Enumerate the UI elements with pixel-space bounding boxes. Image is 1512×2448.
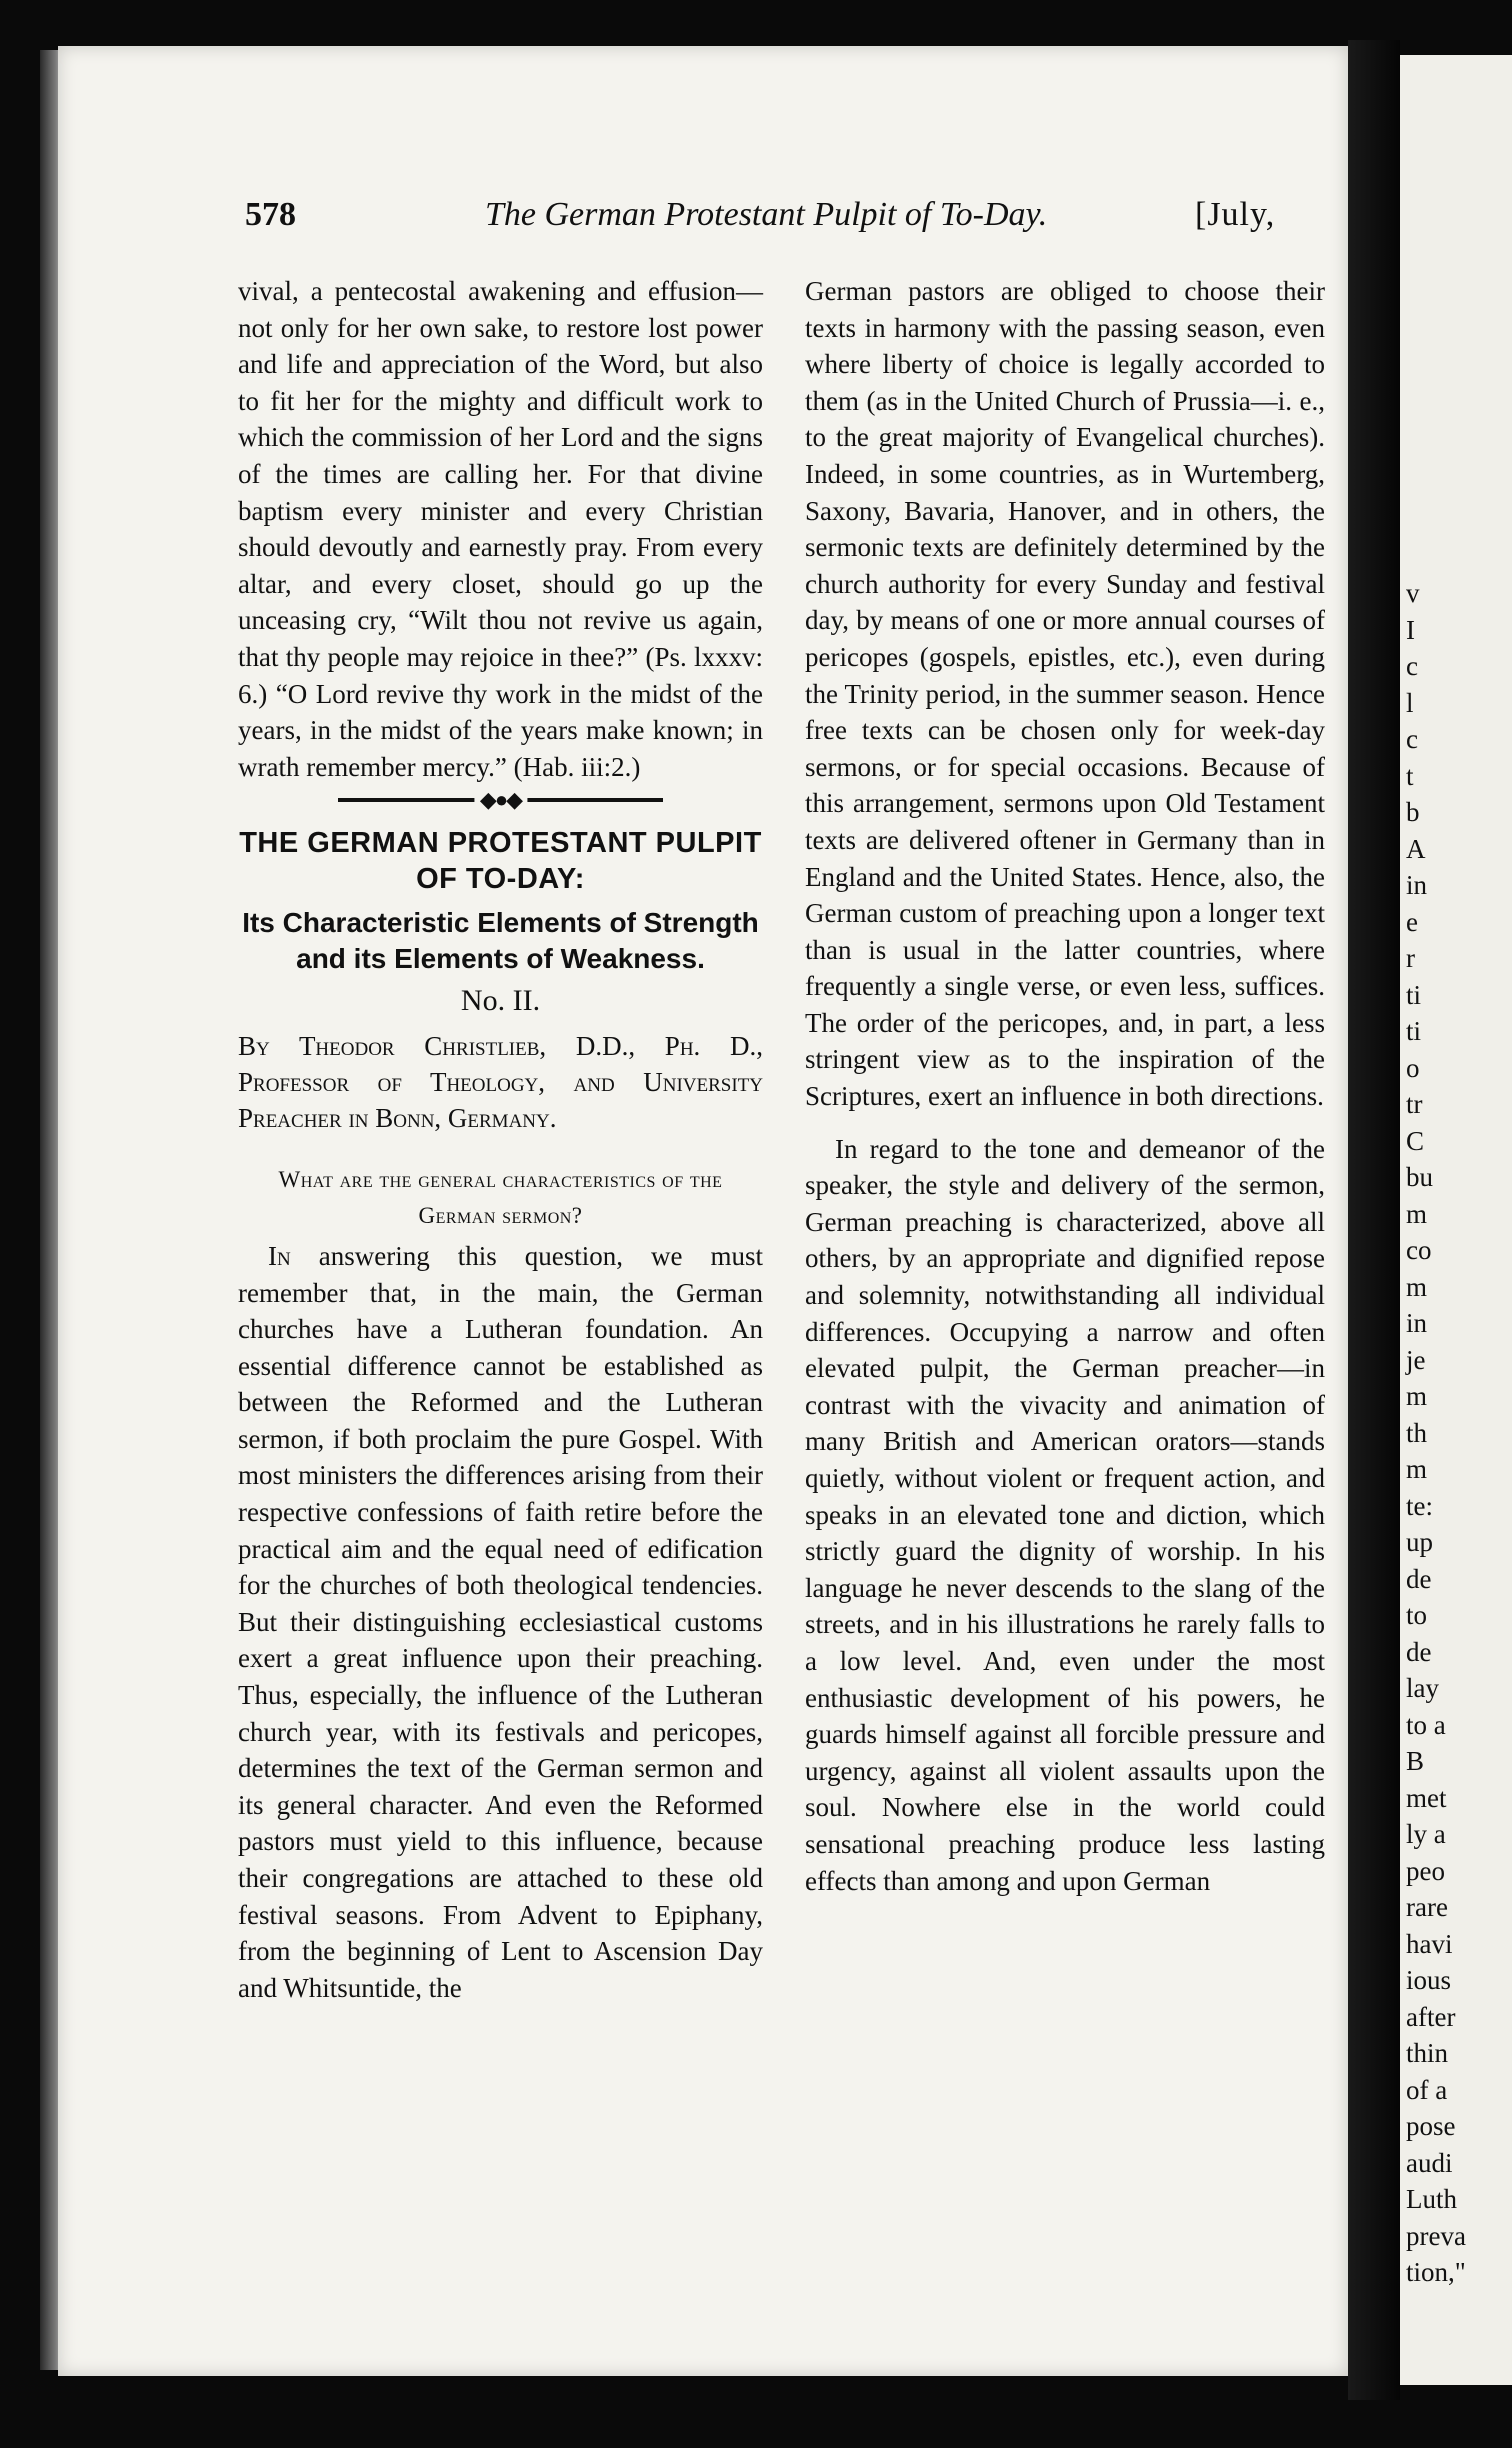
rule-ornament: ◆●◆ <box>474 789 527 811</box>
section-heading: What are the general characteristics of the German sermon? <box>278 1166 723 1228</box>
next-page-fragment: thin <box>1406 2038 1449 2068</box>
next-page-fragment: in <box>1406 870 1428 900</box>
next-page-fragment: m <box>1406 1198 1428 1229</box>
next-page-fragment: havi <box>1406 1928 1453 1959</box>
next-page-fragment: b <box>1406 797 1420 827</box>
next-page-fragment: de <box>1406 1636 1432 1667</box>
next-page-fragment: co <box>1406 1235 1432 1265</box>
article-subtitle: Its Characteristic Elements of Strength and its Elements of Weakness. <box>242 907 759 975</box>
next-page-fragment: B <box>1406 1746 1425 1776</box>
right-paragraph-1: German pastors are obliged to choose their texts in harmony with the passing season, even where liberty of choice is legally accorded to them (as in the United Church of Prussia—i. e., to the great majority of Evangelical churches). Indeed, in some countries, as in Wurtemberg, Saxony, Bavaria, Hanover, and in others, the sermonic texts are definitely determined by the church authority for every Sunday and festival day, by means of one or more annual courses of pericopes (gospels, epistles, etc.), even during the Trinity period, in the summer season. Hence free texts can be chosen only for week-day sermons, or for special occasions. Because of this arrangement, sermons upon Old Testament texts are delivered oftener in Germany than in England and the United States. Hence, also, the German custom of preaching upon a longer text than is usual in the latter countries, where frequently a single verse, or even less, suffices. The order of the pericopes, and, in part, a less stringent view as to the inspiration of the Scriptures, exert an influence in both directions. <box>805 276 1325 1112</box>
body-paragraph <box>238 1238 763 2006</box>
next-page-fragment: ious <box>1406 1965 1452 1995</box>
next-page-fragment: m <box>1406 1454 1428 1484</box>
next-page-fragment: v <box>1406 578 1420 608</box>
next-page-fragment: r <box>1406 943 1415 973</box>
page-header <box>245 196 1335 240</box>
next-page-fragment: I <box>1406 614 1415 645</box>
running-title: The German Protestant Pulpit of To-Day. <box>485 196 1048 233</box>
next-page-fragment: t <box>1406 760 1414 791</box>
article-title: THE GERMAN PROTESTANT PULPIT OF TO-DAY: <box>239 827 762 896</box>
body-lead-word: In <box>268 1240 291 1271</box>
right-paragraph-2: In regard to the tone and demeanor of the speaker, the style and delivery of the sermon, German preaching is characterized, above all others, by an appropriate and dignified repose and solemnity, notwithstanding all individual differences. Occupying a narrow and often elevated pulpit, the German preacher—in contrast with the vivacity and animation of many British and American orators—stands quietly, without violent or frequent action, and speaks in an elevated tone and diction, which strictly guard the dignity of worship. In his language he never descends to the slang of the streets, and in his illustrations he rarely falls to a low level. And, even under the most enthusiastic development of his powers, he guards himself against all forcible pressure and urgency, against all violent assaults upon the soul. Nowhere else in the world could sensational preaching produce less lasting effects than among and upon German <box>805 1133 1325 1896</box>
next-page-fragment: up <box>1406 1527 1433 1557</box>
next-page-fragment: A <box>1406 833 1426 864</box>
next-page-fragment: m <box>1406 1271 1428 1302</box>
next-page-fragment: tr <box>1406 1089 1423 1119</box>
next-page-fragment: ly a <box>1406 1819 1446 1849</box>
next-page-fragment: after <box>1406 2001 1456 2032</box>
next-page-fragment: c <box>1406 724 1418 754</box>
running-month: [July, <box>1195 196 1276 233</box>
book-gutter <box>1348 40 1400 2400</box>
next-page-fragment: de <box>1406 1563 1432 1594</box>
next-page-fragment: l <box>1406 687 1414 718</box>
next-page-fragment: th <box>1406 1417 1428 1448</box>
next-page-fragment: c <box>1406 651 1418 681</box>
next-page-fragment: tion," <box>1406 2257 1466 2287</box>
next-page-fragment: to <box>1406 1600 1428 1630</box>
next-page-fragment: te: <box>1406 1490 1433 1521</box>
next-page-fragment: of a <box>1406 2074 1448 2105</box>
author-byline: By Theodor Christlieb, D.D., Ph. D., Professor of Theology, and University Preacher in Bonn, Germany. <box>238 1030 763 1133</box>
next-page-fragment: C <box>1406 1125 1425 1156</box>
next-page-fragment: peo <box>1406 1855 1445 1886</box>
next-page-fragment: met <box>1406 1782 1447 1813</box>
article-number: No. II. <box>460 984 541 1018</box>
next-page-fragment: o <box>1406 1052 1420 1083</box>
next-page-fragment: in <box>1406 1308 1428 1338</box>
next-page-fragment: pose <box>1406 2111 1456 2141</box>
left-column <box>238 273 763 2006</box>
next-page-fragment: bu <box>1406 1162 1433 1192</box>
next-page-fragment: audi <box>1406 2147 1453 2178</box>
ornamental-rule <box>238 789 763 811</box>
next-page-fragment: Luth <box>1406 2184 1457 2214</box>
body-paragraph-text: answering this question, we must remember that, in the main, the German churches have a Lutheran foundation. An essential difference cannot be established as between the Reformed and the Lutheran sermon, if both proclaim the pure Gospel. With most ministers the differences arising from their respective confessions of faith retire before the practical aim and the equal need of edification for the churches of both theological tendencies. But their distinguishing ecclesiastical customs exert a great influence upon their preaching. Thus, especially, the influence of the Lutheran church year, with its festivals and pericopes, determines the text of the German sermon and its general character. And even the Reformed pastors must yield to this influence, because their congregations are attached to these old festival seasons. From Advent to Epiphany, from the beginning of Lent to Ascension Day and Whitsuntide, the <box>238 1240 763 2003</box>
next-page-fragment: rare <box>1406 1892 1448 1922</box>
next-page-fragment: ti <box>1406 1016 1422 1046</box>
page-number: 578 <box>245 196 296 233</box>
next-page-fragment: preva <box>1406 2220 1466 2251</box>
intro-paragraph: vival, a pentecostal awakening and effusion—not only for her own sake, to restore lost power and life and appreciation of the Word, but also to fit her for the mighty and difficult work to which the commission of her Lord and the signs of the times are calling her. For that divine baptism every minister and every Christian should devoutly and earnestly pray. From every altar, and every closet, should go up the unceasing cry, “Wilt thou not revive us again, that thy people may rejoice in thee?” (Ps. lxxxv: 6.) “O Lord revive thy work in the midst of the years, in the midst of the years make known; in wrath remember mercy.” (Hab. iii:2.) <box>238 276 763 782</box>
next-page-fragment: m <box>1406 1381 1428 1411</box>
right-column <box>805 273 1325 1899</box>
next-page-fragment: e <box>1406 906 1418 937</box>
next-page-fragment: ti <box>1406 979 1422 1010</box>
next-page-edge <box>1400 55 1512 2385</box>
next-page-fragment: je <box>1406 1344 1426 1375</box>
next-page-fragment: lay <box>1406 1673 1439 1703</box>
next-page-fragment: to a <box>1406 1709 1446 1740</box>
